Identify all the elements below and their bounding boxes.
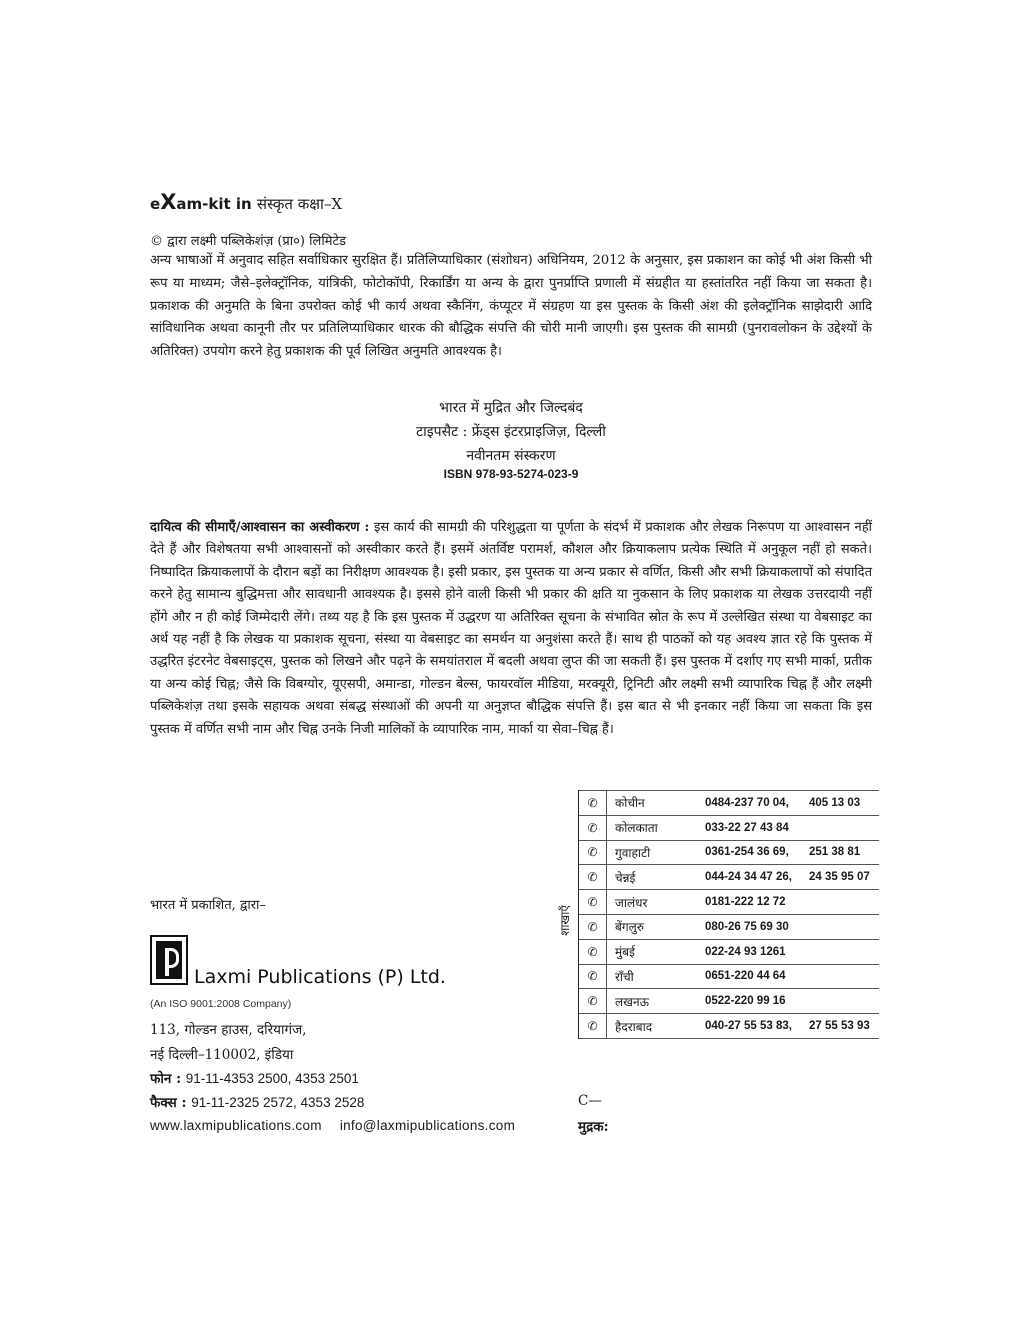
branch-row [579, 815, 880, 840]
branch-row [579, 890, 880, 915]
branch-phone-primary: 022-24 93 1261 [705, 945, 786, 958]
branch-phone-primary: 080-26 75 69 30 [705, 920, 789, 933]
branch-phone-secondary: 27 55 53 93 [809, 1020, 870, 1033]
branch-phone-primary: 0484-237 70 04, [705, 796, 789, 809]
branch-row [579, 939, 880, 964]
phone-icon: ✆ [579, 840, 607, 865]
branch-city: कोलकाता [607, 815, 706, 840]
branch-phone-primary: 0522-220 99 16 [705, 995, 786, 1008]
address-line-2: नई दिल्ली–110002, इंडिया [150, 1047, 294, 1063]
published-by: भारत में प्रकाशित, द्वारा– [150, 898, 266, 913]
phone-icon: ✆ [579, 939, 607, 964]
phone-icon: ✆ [579, 914, 607, 939]
printed-in-india: भारत में मुद्रित और जिल्दबंद [439, 400, 583, 416]
branch-row [579, 964, 880, 989]
typeset-line: टाइपसैट : फ्रेंड्स इंटरप्राइजिज़, दिल्ली [416, 424, 606, 440]
fax-label: फैक्स : [150, 1095, 192, 1111]
title-prefix-e: e [150, 195, 161, 213]
fax-line [150, 1093, 364, 1111]
branch-row [579, 840, 880, 865]
branch-row [579, 865, 880, 890]
branch-city: बेंगलुरु [607, 914, 706, 939]
title-prefix-x: X [160, 190, 177, 214]
copyright-line: © द्वारा लक्ष्मी पब्लिकेशंज़ (प्रा०) लिमिटेड [150, 234, 346, 249]
branch-row [579, 1014, 880, 1039]
branch-phone-secondary [809, 939, 879, 964]
phone-value: 91-11-4353 2500, 4353 2501 [185, 1071, 359, 1086]
branch-row [579, 791, 880, 816]
branches-label: शाखाएँ [558, 905, 572, 936]
branch-phone-secondary [809, 914, 879, 939]
branch-city: लखनऊ [607, 989, 706, 1014]
laxmi-logo-icon [150, 935, 188, 985]
printer-label: मुद्रक: [578, 1119, 609, 1135]
branch-phone-primary: 033-22 27 43 84 [705, 821, 789, 834]
phone-icon: ✆ [579, 791, 607, 816]
edition-line: नवीनतम संस्करण [466, 448, 556, 464]
address-line-1: 113, गोल्डन हाउस, दरियागंज, [150, 1022, 307, 1038]
phone-line [150, 1069, 359, 1087]
branch-city: गुवाहाटी [607, 840, 706, 865]
branch-phone-secondary [809, 964, 879, 989]
disclaimer-text: इस कार्य की सामग्री की परिशुद्धता या पूर्णता के संदर्भ में प्रकाशक और लेखक निरूपण या आश्वासन नहीं देते हैं और विशेषतया सभी आश्वासनों को अस्वीकार करते हैं। इसमें अंतर्विष्ट परामर्श, कौशल और क्रियाकलाप प्रत्येक स्थिति में अनुकूल नहीं हो सकते। निष्पादित क्रियाकलापों के दौरान बड़ों का निरीक्षण आवश्यक है। इसी प्रकार, इस पुस्तक या अन्य प्रकार से वर्णित, किसी और सभी क्रियाकलापों को संपादित करने हेतु सामान्य बुद्धिमत्ता और सावधानी आवश्यक है। इससे होने वाली किसी भी प्रकार की क्षति या नुकसान के लिए प्रकाशक या लेखक उत्तरदायी नहीं होंगे और न ही कोई जिम्मेदारी लेंगे। तथ्य यह है कि इस पुस्तक में उद्धरण या अतिरिक्त सूचना के संभावित स्रोत के रूप में उल्लेखित संस्था या वेबसाइट का अर्थ यह नहीं है कि लेखक या प्रकाशक सूचना, संस्था या वेबसाइट का समर्थन या अनुशंसा करते हैं। साथ ही पाठकों को यह अवश्य ज्ञात रहे कि पुस्तक में उद्धरित इंटरनेट वेबसाइट्स, पुस्तक को लिखने और पढ़ने के समयांतराल में बदली अथवा लुप्त की जा सकती हैं। इस पुस्तक में दर्शाए गए सभी मार्का, प्रतीक या अन्य कोई चिह्न; जैसे कि विबग्योर, यूएसपी, अमान्डा, गोल्डन बेल्स, फायरवॉल मीडिया, मरक्यूरी, ट्रिनिटी और लक्ष्मी सभी व्यापारिक चिह्न हैं और लक्ष्मी पब्लिकेशंज़ तथा इसके सहायक अथवा संबद्ध संस्थाओं की अपनी या अनुज्ञप्त बौद्धिक संपत्ति हैं। इस बात से भी इनकार नहीं किया जा सकता कि इस पुस्तक में वर्णित सभी नाम और चिह्न उनके निजी मालिकों के व्यापारिक नाम, मार्का या सेवा–चिह्न हैं। [150, 520, 872, 737]
isbn: ISBN 978-93-5274-023-9 [443, 467, 579, 481]
branch-row [579, 914, 880, 939]
disclaimer-heading: दायित्व की सीमाएँ/आश्वासन का अस्वीकरण : [150, 520, 370, 535]
title-hindi: संस्कृत कक्षा–X [256, 195, 343, 213]
contact-web-line [150, 1118, 533, 1133]
rights-paragraph: अन्य भाषाओं में अनुवाद सहित सर्वाधिकार सुरक्षित हैं। प्रतिलिप्याधिकार (संशोधन) अधिनियम, 2012 के अनुसार, इस प्रकाशन का कोई भी अंश किसी भी रूप या माध्यम; जैसे–इलेक्ट्रॉनिक, यांत्रिकी, फोटोकॉपी, रिकार्डिंग या अन्य के द्वारा पुनर्प्राप्ति प्रणाली में संग्रहीत या हस्तांतरित नहीं किया जा सकता है। प्रकाशक की अनुमति के बिना उपरोक्त कोई भी कार्य अथवा स्कैनिंग, कंप्यूटर में संग्रहण या इस पुस्तक के किसी अंश की इलेक्ट्रॉनिक साझेदारी आदि सांविधानिक अथवा कानूनी तौर पर प्रतिलिप्याधिकार धारक की बौद्धिक संपत्ति की चोरी मानी जाएगी। इस पुस्तक की सामग्री (पुनरावलोकन के उद्देश्यों के अतिरिक्त) उपयोग करने हेतु प्रकाशक की पूर्व लिखित अनुमति आवश्यक है। [150, 253, 872, 360]
branch-phone-primary: 0651-220 44 64 [705, 970, 786, 983]
branch-phone-secondary: 24 35 95 07 [809, 871, 870, 884]
branch-phone-secondary: 251 38 81 [809, 846, 861, 859]
branch-phone-secondary [809, 890, 879, 915]
iso-certification: (An ISO 9001:2008 Company) [150, 998, 292, 1010]
c-label: C— [578, 1093, 602, 1109]
branch-city: हैदराबाद [607, 1014, 706, 1039]
branch-city: चेन्नई [607, 865, 706, 890]
email-link[interactable]: info@laxmipublications.com [339, 1118, 516, 1133]
publisher-name: Laxmi Publications (P) Ltd. [194, 966, 446, 988]
disclaimer-paragraph [150, 517, 872, 741]
phone-icon: ✆ [579, 865, 607, 890]
book-title [150, 190, 342, 214]
branch-phone-secondary: 405 13 03 [809, 796, 861, 809]
branch-phone-secondary [809, 815, 879, 840]
phone-icon: ✆ [579, 989, 607, 1014]
phone-icon: ✆ [579, 890, 607, 915]
phone-icon: ✆ [579, 815, 607, 840]
branches-table [578, 790, 879, 1039]
branch-city: राँची [607, 964, 706, 989]
title-prefix-rest: am-kit in [176, 195, 257, 213]
phone-icon: ✆ [579, 1014, 607, 1039]
branch-city: जालंधर [607, 890, 706, 915]
fax-value: 91-11-2325 2572, 4353 2528 [191, 1095, 365, 1110]
branch-phone-primary: 044-24 34 47 26, [705, 871, 792, 884]
phone-icon: ✆ [579, 964, 607, 989]
phone-label: फोन : [150, 1071, 186, 1087]
branch-phone-primary: 040-27 55 53 83, [705, 1020, 792, 1033]
website-link[interactable]: www.laxmipublications.com [150, 1118, 322, 1133]
branch-row [579, 989, 880, 1014]
branch-city: कोचीन [607, 791, 706, 816]
branch-phone-secondary [809, 989, 879, 1014]
branch-phone-primary: 0181-222 12 72 [705, 896, 786, 909]
branch-phone-primary: 0361-254 36 69, [705, 846, 789, 859]
branch-city: मुंबई [607, 939, 706, 964]
